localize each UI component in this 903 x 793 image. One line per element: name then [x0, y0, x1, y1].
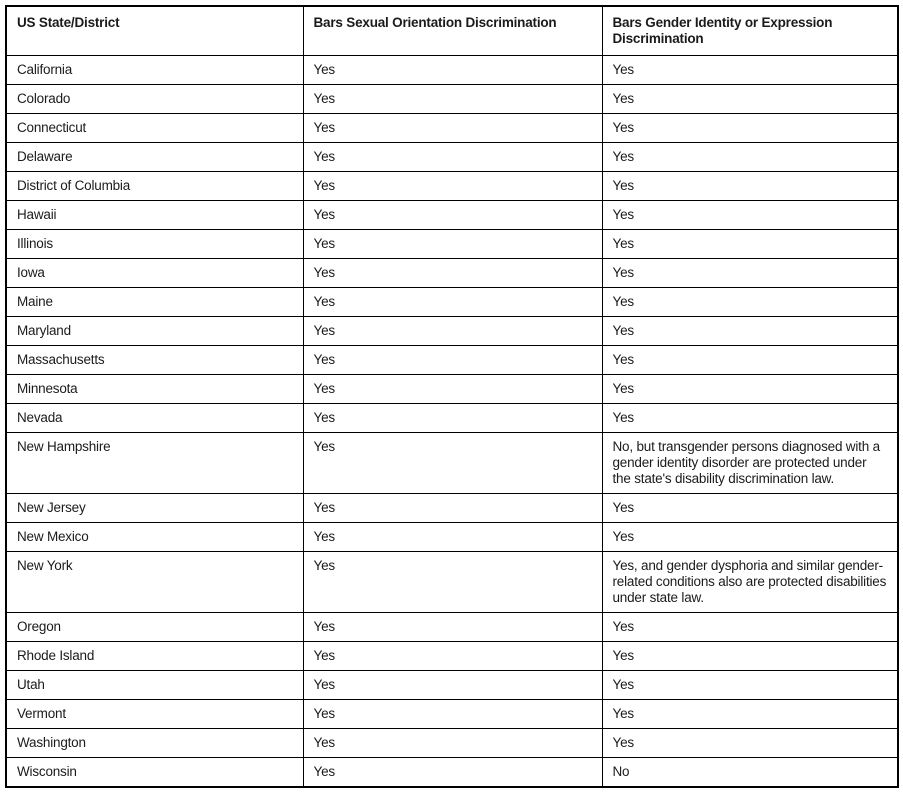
gender-identity-cell: Yes [602, 700, 898, 729]
table-row [6, 700, 898, 729]
table-row [6, 729, 898, 758]
gender-identity-cell: Yes [602, 259, 898, 288]
table-row [6, 346, 898, 375]
state-cell: Washington [6, 729, 303, 758]
sexual-orientation-cell: Yes [303, 85, 602, 114]
sexual-orientation-cell: Yes [303, 375, 602, 404]
state-cell: Hawaii [6, 201, 303, 230]
sexual-orientation-cell: Yes [303, 317, 602, 346]
state-cell: Maine [6, 288, 303, 317]
gender-identity-cell: Yes [602, 288, 898, 317]
sexual-orientation-cell: Yes [303, 700, 602, 729]
state-cell: District of Columbia [6, 172, 303, 201]
sexual-orientation-cell: Yes [303, 346, 602, 375]
gender-identity-cell: Yes [602, 729, 898, 758]
table-row [6, 114, 898, 143]
sexual-orientation-cell: Yes [303, 288, 602, 317]
gender-identity-cell: Yes [602, 613, 898, 642]
gender-identity-cell: Yes [602, 375, 898, 404]
sexual-orientation-cell: Yes [303, 230, 602, 259]
sexual-orientation-cell: Yes [303, 56, 602, 85]
state-cell: Connecticut [6, 114, 303, 143]
sexual-orientation-cell: Yes [303, 259, 602, 288]
table-row [6, 259, 898, 288]
table-row [6, 671, 898, 700]
gender-identity-cell: Yes, and gender dysphoria and similar gender-related conditions also are protected disabilities under state law. [602, 552, 898, 613]
sexual-orientation-cell: Yes [303, 758, 602, 788]
table-row [6, 143, 898, 172]
state-cell: Nevada [6, 404, 303, 433]
gender-identity-cell: Yes [602, 317, 898, 346]
sexual-orientation-cell: Yes [303, 494, 602, 523]
state-discrimination-table [5, 5, 899, 788]
table-body [6, 56, 898, 788]
table-row [6, 288, 898, 317]
table-row [6, 317, 898, 346]
table-row [6, 642, 898, 671]
state-cell: Maryland [6, 317, 303, 346]
gender-identity-cell: Yes [602, 56, 898, 85]
table-row [6, 375, 898, 404]
gender-identity-cell: Yes [602, 404, 898, 433]
sexual-orientation-cell: Yes [303, 671, 602, 700]
sexual-orientation-cell: Yes [303, 143, 602, 172]
gender-identity-cell: Yes [602, 494, 898, 523]
header-row [6, 6, 898, 56]
sexual-orientation-cell: Yes [303, 552, 602, 613]
gender-identity-cell: Yes [602, 172, 898, 201]
state-cell: New York [6, 552, 303, 613]
gender-identity-cell: Yes [602, 642, 898, 671]
table-row [6, 552, 898, 613]
state-cell: Iowa [6, 259, 303, 288]
state-cell: Rhode Island [6, 642, 303, 671]
column-header-gender-identity: Bars Gender Identity or Expression Discrimination [602, 6, 898, 56]
table-row [6, 758, 898, 788]
state-cell: Vermont [6, 700, 303, 729]
sexual-orientation-cell: Yes [303, 523, 602, 552]
state-cell: New Mexico [6, 523, 303, 552]
table-row [6, 201, 898, 230]
gender-identity-cell: Yes [602, 114, 898, 143]
table-row [6, 433, 898, 494]
table-row [6, 56, 898, 85]
table-row [6, 494, 898, 523]
state-cell: New Hampshire [6, 433, 303, 494]
gender-identity-cell: No [602, 758, 898, 788]
column-header-state: US State/District [6, 6, 303, 56]
gender-identity-cell: Yes [602, 85, 898, 114]
table-row [6, 230, 898, 259]
state-cell: California [6, 56, 303, 85]
table-row [6, 523, 898, 552]
state-cell: Massachusetts [6, 346, 303, 375]
sexual-orientation-cell: Yes [303, 114, 602, 143]
sexual-orientation-cell: Yes [303, 404, 602, 433]
state-cell: Utah [6, 671, 303, 700]
gender-identity-cell: No, but transgender persons diagnosed with a gender identity disorder are protected under the state's disability discrimination law. [602, 433, 898, 494]
table-row [6, 172, 898, 201]
sexual-orientation-cell: Yes [303, 729, 602, 758]
state-cell: Minnesota [6, 375, 303, 404]
sexual-orientation-cell: Yes [303, 172, 602, 201]
state-cell: New Jersey [6, 494, 303, 523]
sexual-orientation-cell: Yes [303, 613, 602, 642]
sexual-orientation-cell: Yes [303, 433, 602, 494]
state-cell: Illinois [6, 230, 303, 259]
gender-identity-cell: Yes [602, 671, 898, 700]
gender-identity-cell: Yes [602, 523, 898, 552]
gender-identity-cell: Yes [602, 230, 898, 259]
sexual-orientation-cell: Yes [303, 201, 602, 230]
state-cell: Delaware [6, 143, 303, 172]
gender-identity-cell: Yes [602, 201, 898, 230]
table-row [6, 404, 898, 433]
state-cell: Colorado [6, 85, 303, 114]
state-cell: Wisconsin [6, 758, 303, 788]
sexual-orientation-cell: Yes [303, 642, 602, 671]
table-row [6, 85, 898, 114]
gender-identity-cell: Yes [602, 346, 898, 375]
gender-identity-cell: Yes [602, 143, 898, 172]
state-cell: Oregon [6, 613, 303, 642]
column-header-sexual-orientation: Bars Sexual Orientation Discrimination [303, 6, 602, 56]
table-row [6, 613, 898, 642]
